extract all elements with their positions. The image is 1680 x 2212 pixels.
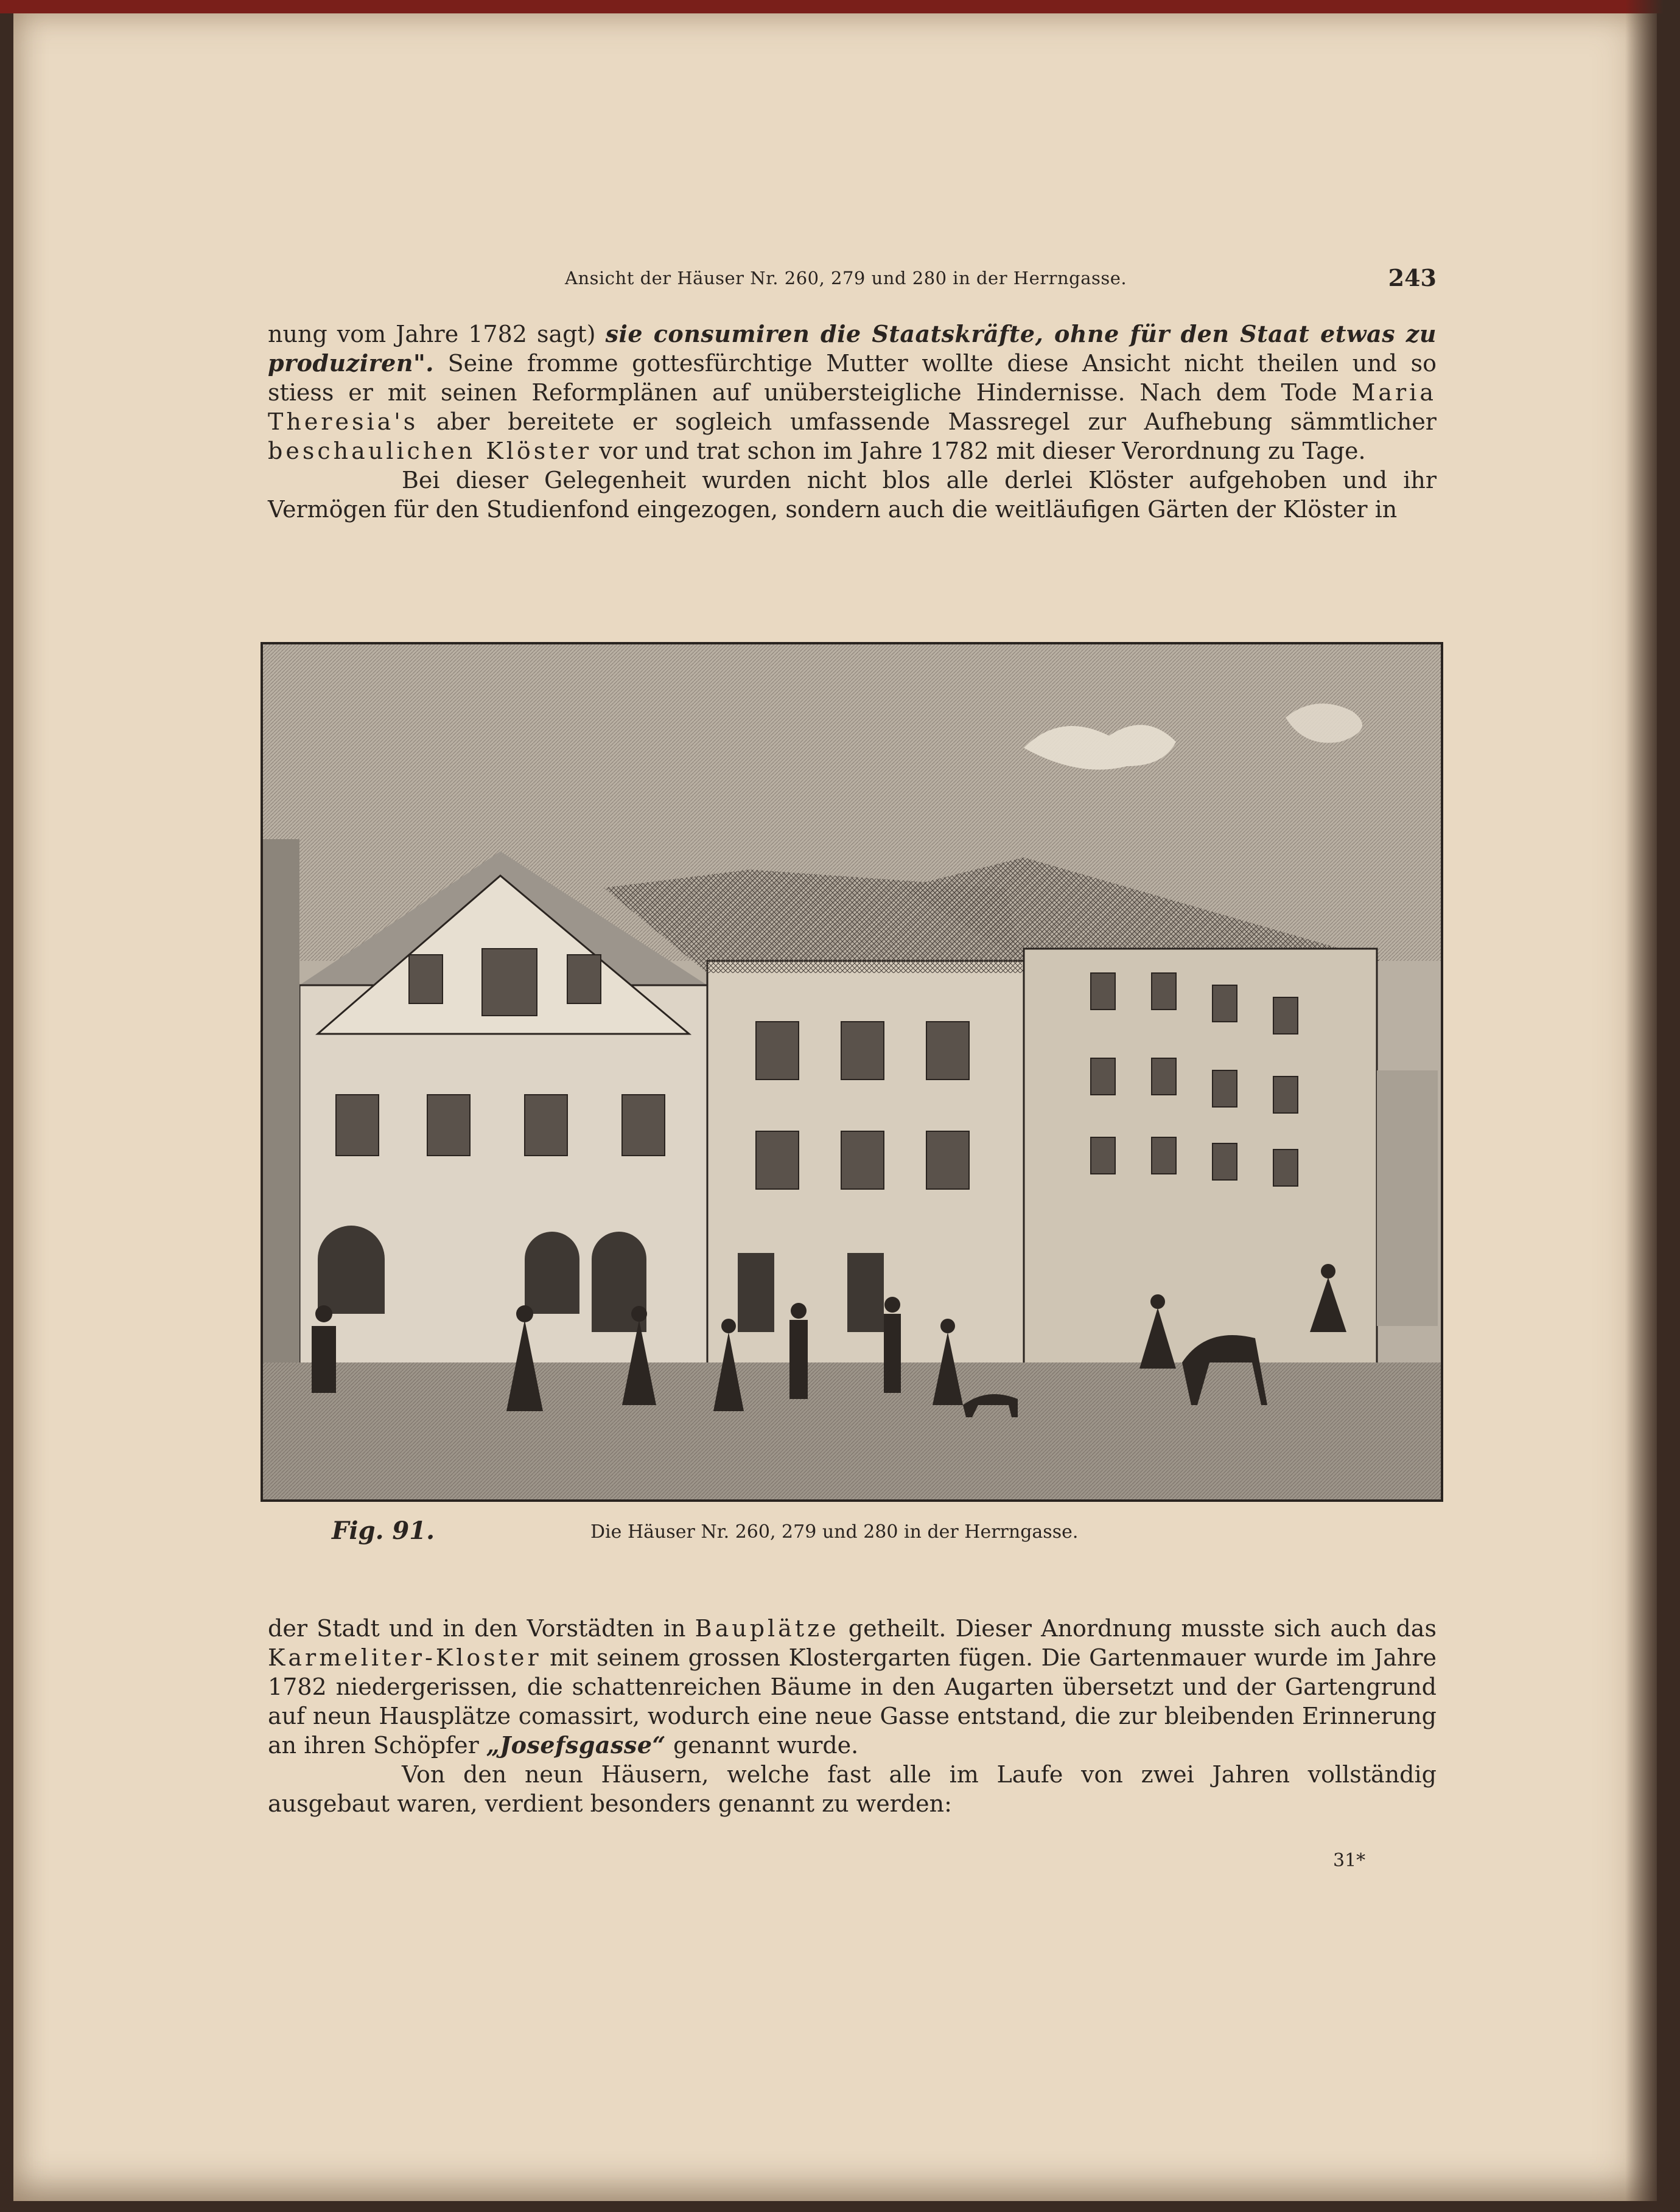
- text-run: genannt wurde.: [673, 1732, 859, 1759]
- running-head: Ansicht der Häuser Nr. 260, 279 und 280 in der Herrngasse.: [565, 268, 1127, 288]
- bottom-paragraphs: [268, 1614, 1437, 1818]
- text-run: mit seinem grossen Klostergarten fügen. Die Gartenmauer wurde im Jahre 1782 niedergerissen, die schattenreichen Bäume in den Augarten übersetzt und der Gartengrund auf neun Hausplätze comassirt, wodurch eine neue Gasse entstand, die zur bleibenden Erinnerung an ihren Schöpfer: [268, 1644, 1437, 1759]
- page-gutter-shadow: [1625, 0, 1680, 2212]
- text-run: Seine fromme gottesfürchtige Mutter wollte diese Ansicht nicht theilen und so stiess er mit seinen Reformplänen auf unübersteigliche Hindernisse. Nach dem Tode: [268, 350, 1437, 406]
- fraktur-name: „Josefsgasse“: [486, 1731, 666, 1759]
- paragraph-4: Von den neun Häusern, welche fast alle im Laufe von zwei Jahren vollständig ausgebaut waren, verdient besonders genannt zu werden:: [268, 1761, 1437, 1817]
- figure-caption: [268, 1516, 1437, 1552]
- spaced-name: Maria Theresia's: [268, 379, 1437, 435]
- text-run: getheilt. Dieser Anordnung musste sich auch das: [848, 1615, 1437, 1642]
- text-run: nung vom Jahre 1782 sagt): [268, 321, 596, 347]
- signature-mark: 31*: [1333, 1850, 1366, 1871]
- engraving-illustration: [261, 642, 1443, 1502]
- spaced-term: beschaulichen Klöster: [268, 438, 592, 464]
- paragraph-2: Bei dieser Gelegenheit wurden nicht blos alle derlei Klöster aufgehoben und ihr Vermögen für den Studienfond eingezogen, sondern auch die weitläufigen Gärten der Klöster in: [268, 467, 1437, 523]
- figure-title: Die Häuser Nr. 260, 279 und 280 in der Herrngasse.: [590, 1521, 1079, 1543]
- text-run: aber bereitete er sogleich umfassende Massregel zur Aufhebung sämmtlicher: [436, 408, 1437, 435]
- page-number: 243: [1388, 264, 1437, 291]
- page-header: [268, 264, 1437, 304]
- paragraph-3: [268, 1614, 1437, 1760]
- spaced-term: Bauplätze: [695, 1615, 839, 1642]
- street-scene-image: [263, 644, 1441, 1499]
- spaced-term: Karmeliter-Kloster: [268, 1644, 542, 1671]
- text-run: vor und trat schon im Jahre 1782 mit dieser Verordnung zu Tage.: [599, 438, 1366, 464]
- figure-label: Fig. 91.: [332, 1516, 435, 1545]
- paragraph-1: [268, 319, 1437, 466]
- top-paragraphs: [268, 319, 1437, 524]
- fraktur-quote: sie consumiren die Staatskräfte, ohne für den Staat etwas zu produziren".: [268, 320, 1437, 377]
- book-edge: [0, 0, 1680, 13]
- text-run: der Stadt und in den Vorstädten in: [268, 1615, 686, 1642]
